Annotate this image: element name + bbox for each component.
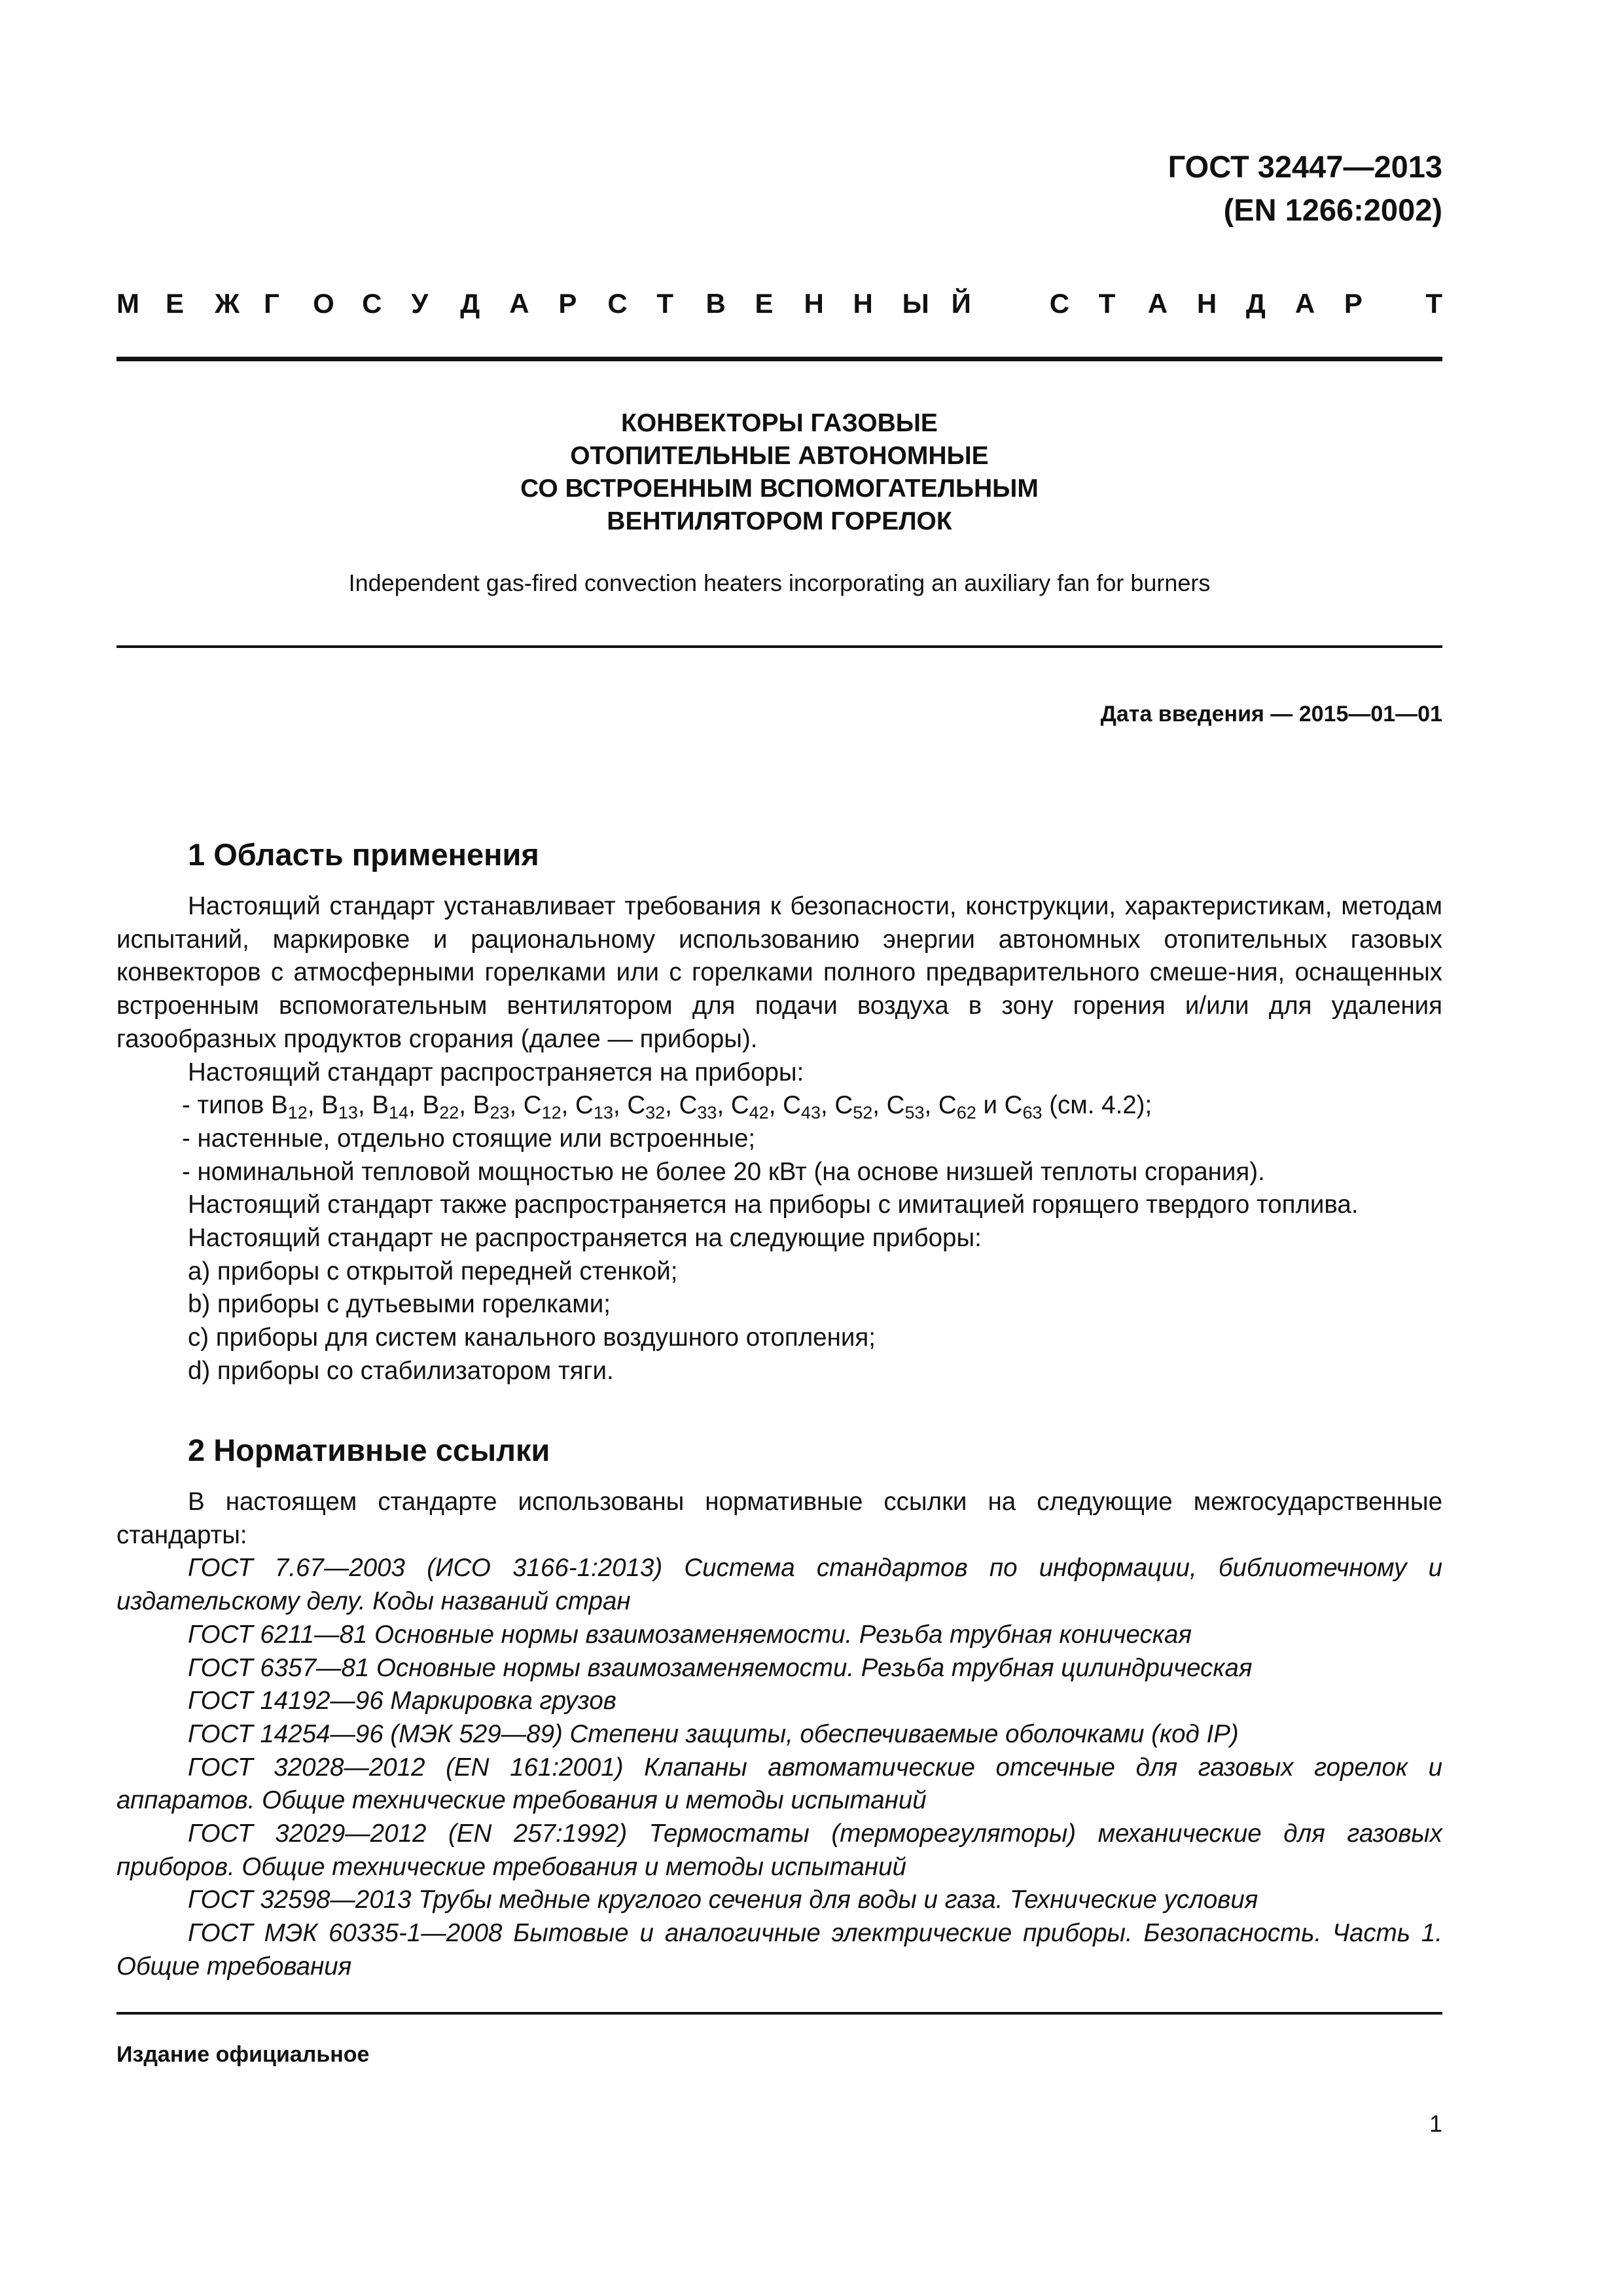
type-code: [473, 1091, 510, 1123]
heading-letter: В: [705, 288, 726, 319]
type-code: [271, 1091, 308, 1123]
heading-letter: Е: [755, 288, 774, 319]
section-1-body: [116, 890, 1442, 1388]
applies-to-text: Настоящий стандарт распространяется на приборы:: [188, 1058, 804, 1086]
normative-reference: ГОСТ 14254—96 (МЭК 529—89) Степени защиты, обеспечиваемые оболочками (код IP): [188, 1719, 1239, 1748]
exclusion-item: a) приборы с открытой передней стенкой;: [188, 1257, 678, 1285]
heading-letter: Е: [166, 288, 185, 319]
exclusion-item: d) приборы со стабилизатором тяги.: [188, 1356, 614, 1385]
type-letter: C: [938, 1091, 957, 1120]
type-letter: C: [523, 1091, 542, 1120]
type-letter: C: [679, 1091, 698, 1120]
heading-letter: Т: [1098, 288, 1116, 319]
type-subscript: 62: [956, 1103, 976, 1123]
type-letter: C: [783, 1091, 801, 1120]
type-subscript: 63: [1022, 1103, 1043, 1123]
normative-reference: ГОСТ 14192—96 Маркировка грузов: [188, 1687, 616, 1715]
footer-rule: [116, 2012, 1442, 2015]
type-letter: B: [372, 1091, 389, 1120]
type-subscript: 22: [439, 1103, 459, 1123]
type-code: [321, 1091, 358, 1123]
type-subscript: 33: [697, 1103, 717, 1123]
type-code: [575, 1091, 613, 1123]
heading-letter: Й: [951, 288, 971, 319]
title-line: ОТОПИТЕЛЬНЫЕ АВТОНОМНЫЕ: [570, 442, 989, 470]
heading-letter: Г: [264, 288, 279, 319]
type-code: [523, 1091, 562, 1123]
document-title-en: Independent gas-fired convection heaters incorporating an auxiliary fan for burners: [348, 569, 1211, 596]
gost-designation: [1168, 145, 1442, 232]
normative-reference: ГОСТ 32029—2012 (EN 257:1992) Термостаты (терморегуляторы) механические для газовых приборов. Общие технические требования и методы испытаний: [116, 1820, 1442, 1881]
type-letter: C: [886, 1091, 905, 1120]
interstate-standard-heading: [116, 288, 1442, 327]
type-letter: C: [730, 1091, 749, 1120]
type-code: [627, 1091, 666, 1123]
heading-letter: Н: [1196, 288, 1217, 319]
type-letter: B: [422, 1091, 440, 1120]
type-letter: B: [321, 1091, 338, 1120]
heading-letter: С: [362, 288, 382, 319]
type-subscript: 42: [749, 1103, 769, 1123]
type-code: [372, 1091, 409, 1123]
heading-letter: Д: [460, 288, 480, 319]
normative-reference: ГОСТ МЭК 60335-1—2008 Бытовые и аналогичные электрические приборы. Безопасность. Часть 1. Общие требования: [116, 1919, 1442, 1981]
types-prefix: - типов: [182, 1091, 272, 1120]
title-line: СО ВСТРОЕННЫМ ВСПОМОГАТЕЛЬНЫМ: [520, 475, 1039, 503]
type-code: [834, 1091, 873, 1123]
title-rule: [116, 645, 1442, 648]
header-rule: [116, 357, 1442, 361]
heading-letter: А: [1294, 288, 1315, 319]
type-subscript: 53: [904, 1103, 925, 1123]
imitation-text: Настоящий стандарт также распространяется на приборы с имитацией горящего твердого топлива.: [188, 1191, 1359, 1219]
type-code: [938, 1091, 976, 1123]
section-2-title: 2 Нормативные ссылки: [188, 1433, 550, 1467]
type-subscript: 43: [800, 1103, 821, 1123]
type-code: [730, 1091, 769, 1123]
type-subscript: 12: [541, 1103, 562, 1123]
heading-letter: Т: [1425, 288, 1442, 319]
section-1-title: 1 Область применения: [188, 837, 539, 872]
gost-number: ГОСТ 32447—2013: [1168, 149, 1442, 184]
appliance-types-line: [116, 1089, 1442, 1122]
normative-reference: ГОСТ 32598—2013 Трубы медные круглого сечения для воды и газа. Технические условия: [188, 1886, 1258, 1914]
heading-letter: Р: [558, 288, 577, 319]
title-line: КОНВЕКТОРЫ ГАЗОВЫЕ: [621, 409, 938, 437]
type-subscript: 32: [645, 1103, 666, 1123]
official-edition-label: Издание официальное: [116, 2042, 370, 2067]
types-list: $B_{12}$, $B_{13}$, $B_{14}$, $B_{22}$, $B_{23}$, $C_{12}$, $C_{13}$, $C_{32}$, $C_{33}$, $C_{42}$, $C_{43}$, $C_{52}$, $C_{53}$, $C_{62}$: [271, 1091, 976, 1123]
heading-letter: Ж: [215, 288, 240, 319]
heading-letter: Ы: [902, 288, 929, 319]
heading-letter: А: [509, 288, 529, 319]
heading-letter: Н: [853, 288, 873, 319]
section-2-body: [116, 1486, 1442, 1984]
heading-letter: А: [1147, 288, 1168, 319]
dash-item: - настенные, отдельно стоящие или встроенные;: [182, 1124, 756, 1153]
type-subscript: 13: [593, 1103, 613, 1123]
heading-letter: Н: [804, 288, 824, 319]
page-number: 1: [1429, 2110, 1442, 2137]
heading-letter: М: [116, 288, 139, 319]
exclusion-item: c) приборы для систем канального воздушного отопления;: [188, 1323, 876, 1352]
normative-reference: ГОСТ 7.67—2003 (ИСО 3166-1:2013) Система стандартов по информации, библиотечному и издательскому делу. Коды названий стран: [116, 1554, 1442, 1616]
type-letter: B: [271, 1091, 288, 1120]
type-subscript: 13: [338, 1103, 358, 1123]
types-suffix: (см. 4.2);: [1042, 1091, 1152, 1120]
en-number: (EN 1266:2002): [1223, 192, 1442, 227]
type-subscript: 14: [389, 1103, 409, 1123]
normative-reference: ГОСТ 6211—81 Основные нормы взаимозаменяемости. Резьба трубная коническая: [188, 1620, 1192, 1649]
dash-item: - номинальной тепловой мощностью не более 20 кВт (на основе низшей теплоты сгорания).: [182, 1157, 1265, 1186]
type-letter: C: [1004, 1091, 1023, 1120]
heading-letter: С: [1049, 288, 1070, 319]
type-code: [422, 1091, 459, 1123]
title-line: ВЕНТИЛЯТОРОМ ГОРЕЛОК: [607, 507, 952, 535]
normative-refs-intro: В настоящем стандарте использованы нормативные ссылки на следующие межгосударственные стандарты:: [116, 1488, 1442, 1549]
not-applies-text: Настоящий стандарт не распространяется на следующие приборы:: [188, 1224, 982, 1253]
types-joiner: и: [976, 1091, 1005, 1120]
heading-letter: Р: [1344, 288, 1363, 319]
normative-reference: ГОСТ 32028—2012 (EN 161:2001) Клапаны автоматические отсечные для газовых горелок и аппаратов. Общие технические требования и методы испытаний: [116, 1753, 1442, 1815]
heading-letter: С: [607, 288, 628, 319]
exclusion-item: b) приборы с дутьевыми горелками;: [188, 1290, 611, 1319]
type-subscript: 52: [853, 1103, 873, 1123]
type-code: [783, 1091, 821, 1123]
heading-letter: О: [313, 288, 334, 319]
type-letter: C: [575, 1091, 594, 1120]
heading-letter: Д: [1245, 288, 1266, 319]
heading-letter: У: [411, 288, 429, 319]
date-of-introduction: Дата введения — 2015—01—01: [1100, 702, 1442, 726]
scope-paragraph: Настоящий стандарт устанавливает требования к безопасности, конструкции, характеристикам, методам испытаний, маркировке и рациональному использованию энергии автономных отопительных газовых конвекторов с атмосферными горелками или с горелками полного предварительного смеше-ния, оснащенных встроенным вспомогательным вентилятором для подачи воздуха в зону горения и/или для удаления газообразных продуктов сгорания (далее — приборы).: [116, 892, 1442, 1053]
document-title-ru: [116, 407, 1442, 538]
type-subscript: 23: [490, 1103, 510, 1123]
type-letter: B: [473, 1091, 490, 1120]
type-code: [679, 1091, 717, 1123]
type-letter: C: [627, 1091, 646, 1120]
type-code-last: [1004, 1091, 1043, 1123]
heading-letter: Т: [656, 288, 674, 319]
type-code: [886, 1091, 925, 1123]
normative-reference: ГОСТ 6357—81 Основные нормы взаимозаменяемости. Резьба трубная цилиндрическая: [188, 1653, 1253, 1682]
type-subscript: 12: [287, 1103, 308, 1123]
type-letter: C: [834, 1091, 853, 1120]
